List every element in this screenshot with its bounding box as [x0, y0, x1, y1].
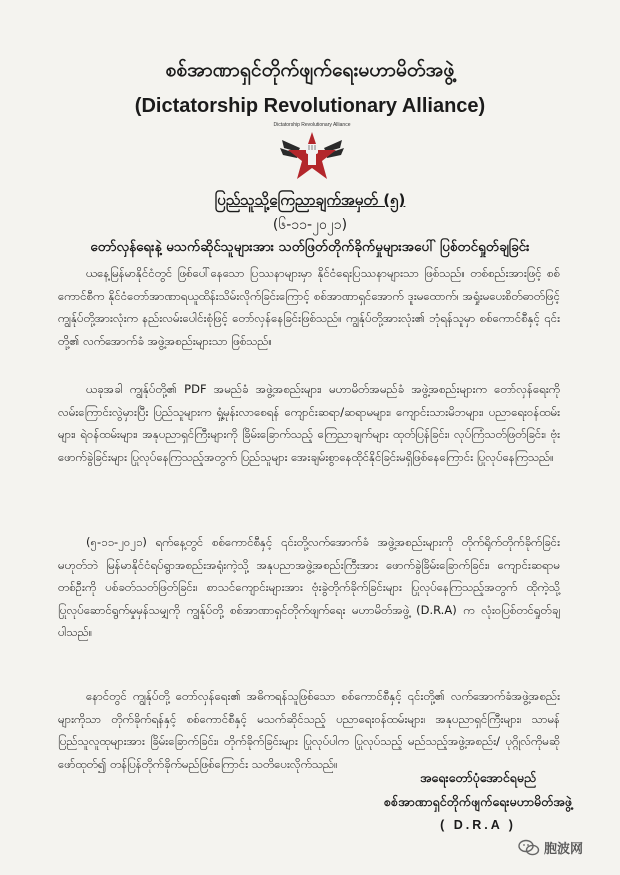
logo-caption: Dictatorship Revolutionary Alliance — [273, 122, 351, 128]
body-paragraph-4: နောင်တွင် ကျွန်ုပ်တို့ တော်လှန်ရေး၏ အဓိကရန်သူဖြစ်သော စစ်ကောင်စီနှင့် ၎င်းတို့၏ လက်အောက်ခံအဖွဲ့အစည်းများကိုသာ တိုက်ခိုက်ရန်နှင့် စစ်ကောင်စီနှင့် မသက်ဆိုင်သည့် ပညာရေးဝန်ထမ်းများ၊ အနုပညာရှင်ကြီးများ၊ သာမန်ပြည်သူလူထုများအား ခြိမ်းခြောက်ခြင်း၊ တိုက်ခိုက်ခြင်းများ ပြုလုပ်ပါက ပြုလုပ်သည့် မည်သည့်အဖွဲ့အစည်း/ ပုဂ္ဂိုလ်ကိုမဆို ဖော်ထုတ်၍ တန်ပြန်တိုက်ခိုက်မည်ဖြစ်ကြောင်း သတိပေးလိုက်သည်။ — [58, 689, 560, 771]
statement-number — [0, 191, 620, 213]
signature-abbrev: ( D.R.A ) — [440, 818, 516, 832]
statement-headline: တော်လှန်ရေးနဲ့ မသက်ဆိုင်သူများအား သတ်ဖြတ်တိုက်ခိုက်မှုများအပေါ် ပြစ်တင်ရှုတ်ချခြင်း — [90, 239, 530, 255]
body-paragraph-2: ယခုအခါ ကျွန်ုပ်တို့၏ PDF အမည်ခံ အဖွဲ့အစည်းများ၊ မဟာမိတ်အမည်ခံ အဖွဲ့အစည်းများက တော်လှန်ရေးကို လမ်းကြောင်းလွဲမှားပြီး ပြည်သူများက ရှုံ့မုန်းလာစေရန် ကျောင်းဆရာ/ဆရာမများ၊ ကျောင်းသားမိဘများ၊ ပညာရေးဝန်ထမ်းများ၊ ရဲဝန်ထမ်းများ၊ အနုပညာရှင်ကြီးများကို ခြိမ်းခြောက်သည့် ကြေညာချက်များ ထုတ်ပြန်ခြင်း၊ လုပ်ကြံသတ်ဖြတ်ခြင်း၊ ဗုံးဖောက်ခွဲခြင်းများ ပြုလုပ်နေကြသည့်အတွက် ပြည်သူများ အေးချမ်းစွာနေထိုင်နိုင်ခြင်းမရှိဖြစ်နေကြောင်း ပြုလုပ်နေကြသည်။ — [58, 382, 560, 464]
statement-number-text: ပြည်သူသို့ကြေညာချက်အမှတ် (၅) — [214, 191, 406, 209]
statement-date: (၆-၁၁-၂၀၂၁) — [272, 217, 348, 233]
wechat-icon — [518, 839, 540, 857]
watermark-text: 胞波网 — [544, 842, 584, 857]
dra-logo-icon — [278, 122, 346, 184]
org-name-myanmar: စစ်အာဏာရှင်တိုက်ဖျက်ရေးမဟာမိတ်အဖွဲ့ — [165, 59, 455, 81]
body-paragraph-1: ယနေ့မြန်မာနိုင်ငံတွင် ဖြစ်ပေါ်နေသော ပြဿနာများမှာ နိုင်ငံရေးပြဿနာများသာ ဖြစ်သည်။ တစ်စည်းအားဖြင့် စစ်ကောင်စီက နိုင်ငံတော်အာဏာရယူထိန်းသိမ်းလိုက်ခြင်းကြောင့် စစ်အာဏာရှင်အောက် ဒူးမထောက်၊ အရှုံးမပေးစိတ်ဓာတ်ဖြင့် ကျွန်ုပ်တို့အားလုံးက နည်းလမ်းပေါင်းစုံဖြင့် တော်လှန်နေခြင်းဖြစ်သည်။ ကျွန်ုပ်တို့အားလုံး၏ ဘုံရန်သူမှာ စစ်ကောင်စီနှင့် ၎င်းတို့၏ လက်အောက်ခံ အဖွဲ့အစည်းများသာ ဖြစ်သည်။ — [58, 266, 560, 348]
org-name-english: (Dictatorship Revolutionary Alliance) — [134, 95, 486, 117]
body-paragraph-3: (၅-၁၁-၂၀၂၁) ရက်နေ့တွင် စစ်ကောင်စီနှင့် ၎င်းတို့လက်အောက်ခံ အဖွဲ့အစည်းများကို တိုက်ရိုက်တိုက်ခိုက်ခြင်း မဟုတ်ဘဲ မြန်မာနိုင်ငံရပ်ရွာအစည်းအရုံးကဲ့သို့ အနုပညာအဖွဲ့အစည်းကြီးအား ဖောက်ခွဲခြိမ်းခြောက်ခြင်း၊ ကျောင်းဆရာမတစ်ဦးကို ပစ်ခတ်သတ်ဖြတ်ခြင်း၊ စာသင်ကျောင်းများအား ဗုံးခွဲတိုက်ခိုက်ခြင်းများ ပြုလုပ်နေကြသည့်အတွက် ထိုကဲ့သို့ ပြုလုပ်ဆောင်ရွက်မှုမှန်သမျှကို ကျွန်ုပ်တို့ စစ်အာဏာရှင်တိုက်ဖျက်ရေး မဟာမိတ်အဖွဲ့ (D.R.A) က လုံးဝပြစ်တင်ရှုတ်ချပါသည်။ — [58, 535, 560, 639]
signature-slogan: အရေးတော်ပုံအောင်ရမည် — [419, 770, 537, 785]
signature-org: စစ်အာဏာရှင်တိုက်ဖျက်ရေးမဟာမိတ်အဖွဲ့ — [384, 794, 572, 809]
watermark — [518, 838, 583, 857]
